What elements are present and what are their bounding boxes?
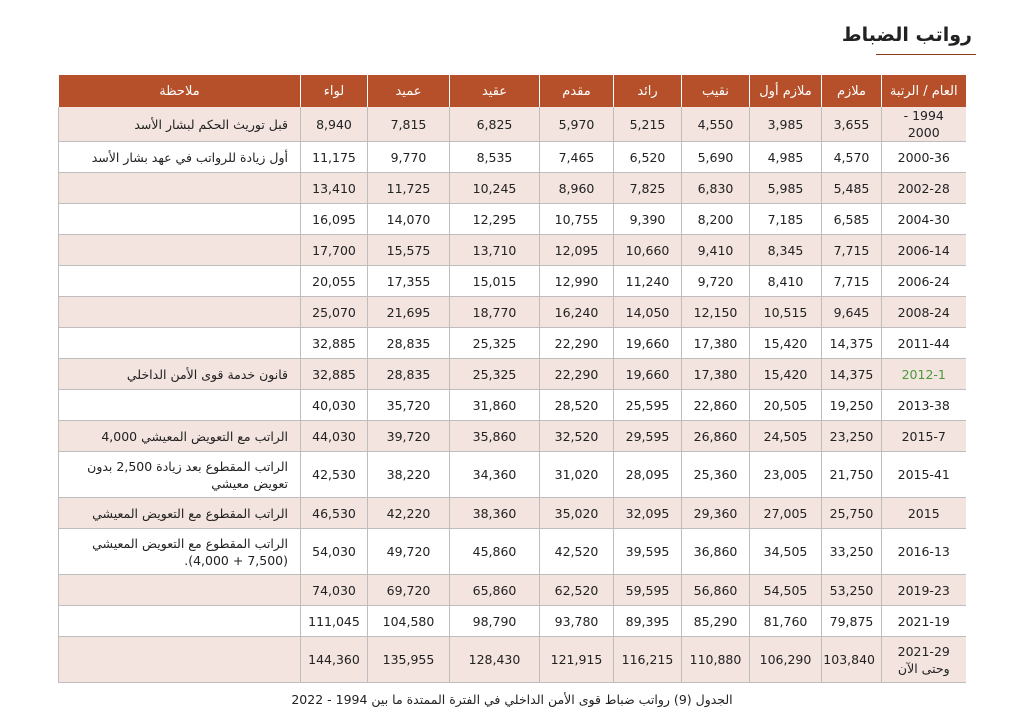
cell-salary: 32,885 [301, 359, 368, 390]
cell-salary: 17,355 [368, 266, 450, 297]
cell-salary: 7,825 [614, 173, 682, 204]
cell-salary: 40,030 [301, 390, 368, 421]
table-row [59, 637, 966, 683]
cell-salary: 5,690 [682, 142, 750, 173]
cell-year: 2019-23 [882, 575, 966, 606]
cell-note [59, 328, 301, 359]
cell-salary: 12,095 [540, 235, 614, 266]
cell-note [59, 173, 301, 204]
cell-note [59, 390, 301, 421]
cell-salary: 3,985 [750, 107, 822, 142]
cell-salary: 9,390 [614, 204, 682, 235]
header-major-general: لواء [301, 75, 368, 107]
cell-salary: 9,720 [682, 266, 750, 297]
cell-salary: 14,070 [368, 204, 450, 235]
cell-salary: 8,960 [540, 173, 614, 204]
cell-salary: 11,175 [301, 142, 368, 173]
cell-salary: 15,420 [750, 328, 822, 359]
cell-note [59, 297, 301, 328]
cell-salary: 103,840 [822, 637, 882, 683]
cell-year: 2016-13 [882, 529, 966, 575]
cell-salary: 69,720 [368, 575, 450, 606]
cell-salary: 7,815 [368, 107, 450, 142]
table-row [59, 297, 966, 328]
cell-salary: 15,015 [450, 266, 540, 297]
cell-salary: 23,005 [750, 452, 822, 498]
cell-salary: 49,720 [368, 529, 450, 575]
cell-note: أول زيادة للرواتب في عهد بشار الأسد [59, 142, 301, 173]
cell-salary: 3,655 [822, 107, 882, 142]
cell-salary: 13,410 [301, 173, 368, 204]
cell-salary: 4,570 [822, 142, 882, 173]
cell-salary: 62,520 [540, 575, 614, 606]
cell-salary: 28,095 [614, 452, 682, 498]
cell-salary: 5,985 [750, 173, 822, 204]
cell-salary: 17,380 [682, 359, 750, 390]
cell-salary: 32,885 [301, 328, 368, 359]
cell-salary: 14,375 [822, 328, 882, 359]
cell-year: 2021-29 وحتى الآن [882, 637, 966, 683]
cell-salary: 42,530 [301, 452, 368, 498]
header-note: ملاحظة [59, 75, 301, 107]
cell-salary: 56,860 [682, 575, 750, 606]
header-lieutenant-colonel: مقدم [540, 75, 614, 107]
cell-salary: 8,940 [301, 107, 368, 142]
cell-year: 2008-24 [882, 297, 966, 328]
cell-year: 2006-14 [882, 235, 966, 266]
cell-salary: 25,750 [822, 498, 882, 529]
cell-note [59, 204, 301, 235]
cell-salary: 38,220 [368, 452, 450, 498]
salary-table [58, 75, 966, 683]
cell-salary: 31,860 [450, 390, 540, 421]
cell-note: الراتب المقطوع مع التعويض المعيشي (7,500 + 4,000). [59, 529, 301, 575]
cell-salary: 9,645 [822, 297, 882, 328]
cell-year: 2021-19 [882, 606, 966, 637]
cell-salary: 44,030 [301, 421, 368, 452]
cell-salary: 27,005 [750, 498, 822, 529]
cell-salary: 10,515 [750, 297, 822, 328]
cell-salary: 29,595 [614, 421, 682, 452]
cell-salary: 10,755 [540, 204, 614, 235]
cell-note: قانون خدمة قوى الأمن الداخلي [59, 359, 301, 390]
cell-salary: 106,290 [750, 637, 822, 683]
table-row [59, 390, 966, 421]
table-caption: الجدول (9) رواتب ضباط قوى الأمن الداخلي في الفترة الممتدة ما بين 1994 - 2022 [291, 692, 733, 707]
table-row [59, 204, 966, 235]
cell-salary: 9,410 [682, 235, 750, 266]
cell-note [59, 637, 301, 683]
cell-salary: 22,290 [540, 359, 614, 390]
cell-salary: 59,595 [614, 575, 682, 606]
cell-year: 2002-28 [882, 173, 966, 204]
cell-salary: 35,720 [368, 390, 450, 421]
cell-salary: 6,585 [822, 204, 882, 235]
cell-year: 2004-30 [882, 204, 966, 235]
cell-year: 2015 [882, 498, 966, 529]
cell-salary: 6,520 [614, 142, 682, 173]
cell-salary: 25,595 [614, 390, 682, 421]
cell-salary: 10,660 [614, 235, 682, 266]
cell-note [59, 266, 301, 297]
cell-note [59, 575, 301, 606]
cell-salary: 31,020 [540, 452, 614, 498]
cell-salary: 28,835 [368, 328, 450, 359]
cell-salary: 45,860 [450, 529, 540, 575]
cell-salary: 54,030 [301, 529, 368, 575]
cell-note [59, 235, 301, 266]
cell-salary: 21,695 [368, 297, 450, 328]
cell-salary: 46,530 [301, 498, 368, 529]
cell-salary: 7,715 [822, 235, 882, 266]
cell-salary: 74,030 [301, 575, 368, 606]
table-row [59, 529, 966, 575]
cell-salary: 38,360 [450, 498, 540, 529]
cell-salary: 11,240 [614, 266, 682, 297]
cell-salary: 7,185 [750, 204, 822, 235]
cell-note: الراتب مع التعويض المعيشي 4,000 [59, 421, 301, 452]
cell-year: 2011-44 [882, 328, 966, 359]
cell-salary: 8,535 [450, 142, 540, 173]
cell-salary: 5,485 [822, 173, 882, 204]
cell-salary: 10,245 [450, 173, 540, 204]
cell-salary: 15,575 [368, 235, 450, 266]
cell-salary: 34,505 [750, 529, 822, 575]
cell-salary: 29,360 [682, 498, 750, 529]
cell-salary: 135,955 [368, 637, 450, 683]
table-row [59, 328, 966, 359]
header-brigadier: عميد [368, 75, 450, 107]
cell-salary: 85,290 [682, 606, 750, 637]
cell-salary: 65,860 [450, 575, 540, 606]
page-title: رواتب الضباط [841, 24, 972, 46]
title-underline [876, 54, 976, 55]
cell-salary: 89,395 [614, 606, 682, 637]
header-colonel: عقيد [450, 75, 540, 107]
cell-salary: 7,465 [540, 142, 614, 173]
cell-salary: 53,250 [822, 575, 882, 606]
cell-salary: 4,985 [750, 142, 822, 173]
cell-salary: 42,220 [368, 498, 450, 529]
cell-salary: 54,505 [750, 575, 822, 606]
cell-year: 2015-41 [882, 452, 966, 498]
header-first-lieutenant: ملازم أول [750, 75, 822, 107]
table-row [59, 107, 966, 142]
cell-salary: 15,420 [750, 359, 822, 390]
table-row [59, 359, 966, 390]
cell-salary: 39,595 [614, 529, 682, 575]
cell-salary: 98,790 [450, 606, 540, 637]
cell-salary: 19,660 [614, 328, 682, 359]
cell-salary: 28,835 [368, 359, 450, 390]
cell-salary: 22,290 [540, 328, 614, 359]
table-row [59, 575, 966, 606]
cell-salary: 35,860 [450, 421, 540, 452]
table-row [59, 498, 966, 529]
cell-salary: 36,860 [682, 529, 750, 575]
cell-note: قبل توريث الحكم لبشار الأسد [59, 107, 301, 142]
table-row [59, 606, 966, 637]
cell-salary: 42,520 [540, 529, 614, 575]
cell-salary: 18,770 [450, 297, 540, 328]
cell-salary: 23,250 [822, 421, 882, 452]
cell-salary: 12,990 [540, 266, 614, 297]
cell-salary: 20,505 [750, 390, 822, 421]
cell-salary: 17,380 [682, 328, 750, 359]
header-major: رائد [614, 75, 682, 107]
cell-salary: 93,780 [540, 606, 614, 637]
cell-salary: 9,770 [368, 142, 450, 173]
header-captain: نقيب [682, 75, 750, 107]
cell-salary: 25,360 [682, 452, 750, 498]
cell-salary: 116,215 [614, 637, 682, 683]
cell-salary: 25,325 [450, 359, 540, 390]
cell-salary: 128,430 [450, 637, 540, 683]
cell-year: 2000-36 [882, 142, 966, 173]
cell-salary: 24,505 [750, 421, 822, 452]
cell-note: الراتب المقطوع بعد زيادة 2,500 بدون تعويض معيشي [59, 452, 301, 498]
cell-year: 2015-7 [882, 421, 966, 452]
cell-salary: 34,360 [450, 452, 540, 498]
cell-salary: 28,520 [540, 390, 614, 421]
cell-year: 2012-1 [882, 359, 966, 390]
cell-salary: 5,970 [540, 107, 614, 142]
cell-salary: 7,715 [822, 266, 882, 297]
cell-year: 1994 - 2000 [882, 107, 966, 142]
cell-salary: 5,215 [614, 107, 682, 142]
table-row [59, 266, 966, 297]
cell-salary: 25,070 [301, 297, 368, 328]
cell-salary: 14,375 [822, 359, 882, 390]
cell-note: الراتب المقطوع مع التعويض المعيشي [59, 498, 301, 529]
cell-salary: 20,055 [301, 266, 368, 297]
cell-salary: 12,150 [682, 297, 750, 328]
cell-salary: 81,760 [750, 606, 822, 637]
cell-salary: 14,050 [614, 297, 682, 328]
cell-salary: 16,240 [540, 297, 614, 328]
cell-salary: 6,830 [682, 173, 750, 204]
table-header-row [59, 75, 966, 107]
cell-salary: 16,095 [301, 204, 368, 235]
header-lieutenant: ملازم [822, 75, 882, 107]
cell-salary: 25,325 [450, 328, 540, 359]
cell-salary: 19,250 [822, 390, 882, 421]
cell-salary: 121,915 [540, 637, 614, 683]
cell-salary: 8,345 [750, 235, 822, 266]
table-row [59, 142, 966, 173]
cell-salary: 11,725 [368, 173, 450, 204]
cell-salary: 110,880 [682, 637, 750, 683]
table-row [59, 235, 966, 266]
cell-salary: 13,710 [450, 235, 540, 266]
header-year-rank: العام / الرتبة [882, 75, 966, 107]
cell-year: 2006-24 [882, 266, 966, 297]
cell-salary: 111,045 [301, 606, 368, 637]
cell-salary: 26,860 [682, 421, 750, 452]
cell-salary: 33,250 [822, 529, 882, 575]
cell-year: 2013-38 [882, 390, 966, 421]
cell-salary: 35,020 [540, 498, 614, 529]
cell-salary: 19,660 [614, 359, 682, 390]
cell-salary: 144,360 [301, 637, 368, 683]
cell-salary: 8,200 [682, 204, 750, 235]
cell-salary: 22,860 [682, 390, 750, 421]
cell-salary: 8,410 [750, 266, 822, 297]
cell-salary: 32,520 [540, 421, 614, 452]
table-row [59, 421, 966, 452]
cell-salary: 21,750 [822, 452, 882, 498]
cell-salary: 4,550 [682, 107, 750, 142]
cell-salary: 79,875 [822, 606, 882, 637]
cell-salary: 6,825 [450, 107, 540, 142]
cell-note [59, 606, 301, 637]
cell-salary: 12,295 [450, 204, 540, 235]
table-body [59, 107, 966, 683]
cell-salary: 39,720 [368, 421, 450, 452]
cell-salary: 17,700 [301, 235, 368, 266]
cell-salary: 104,580 [368, 606, 450, 637]
table-row [59, 452, 966, 498]
table-row [59, 173, 966, 204]
cell-salary: 32,095 [614, 498, 682, 529]
